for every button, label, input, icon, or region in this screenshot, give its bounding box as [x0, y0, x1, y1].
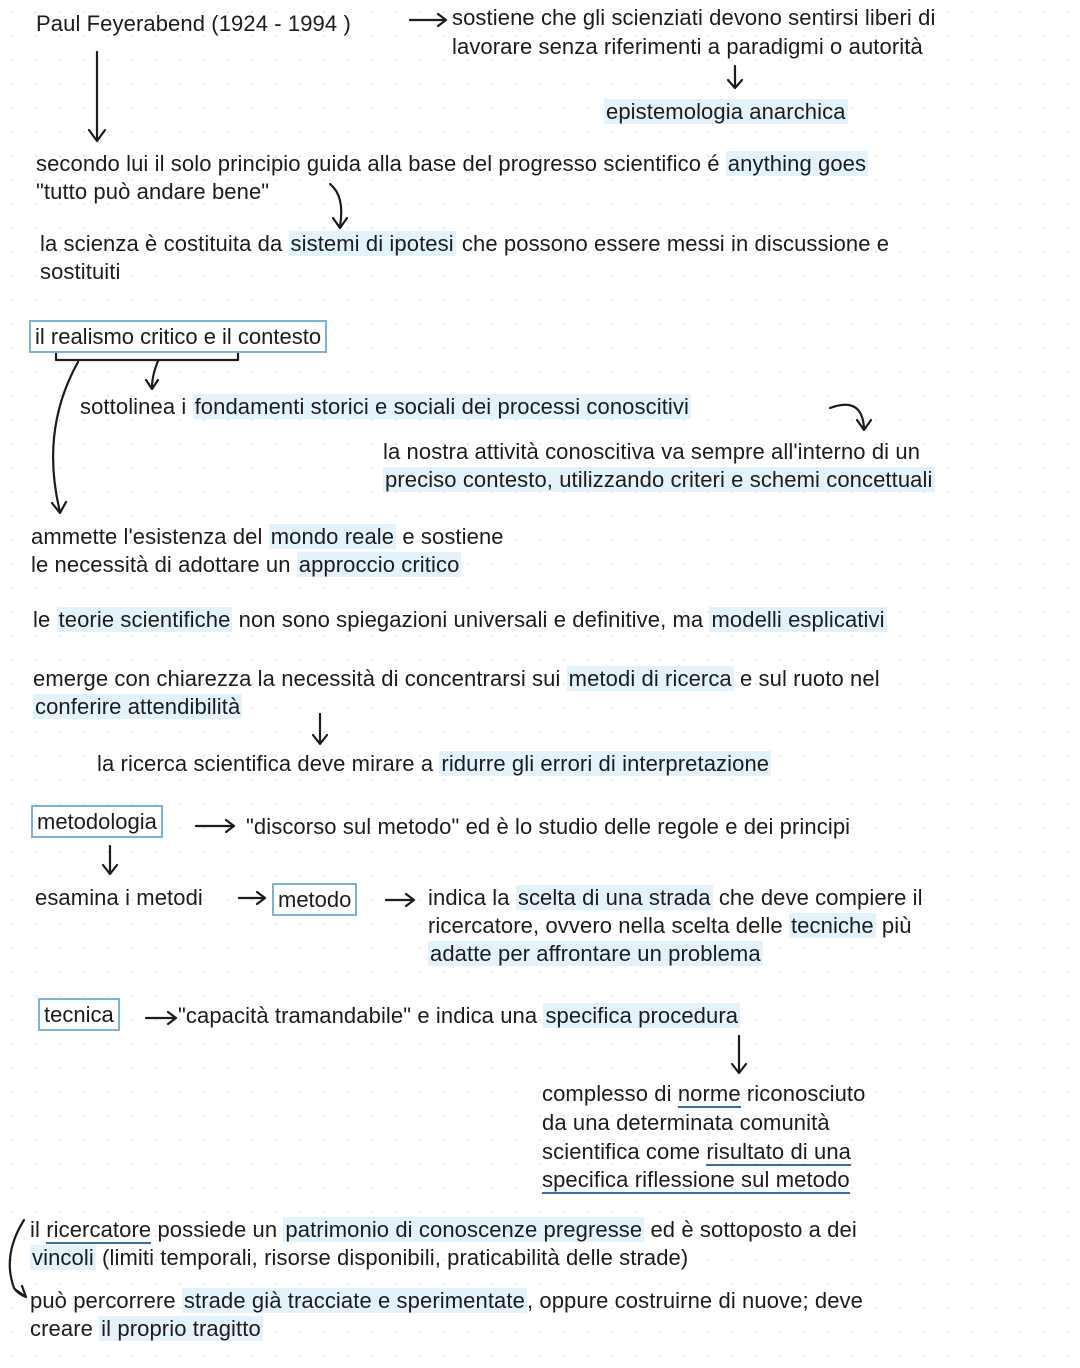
context-line-2: preciso contesto, utilizzando criteri e schemi concettuali — [385, 467, 933, 492]
metodo-box: metodo — [272, 883, 357, 916]
arrow-ricercatore-to-path — [10, 1220, 26, 1297]
tecnica-definition: "capacità tramandabile" e indica una specifica procedura — [178, 1003, 739, 1028]
arrow-bracket-to-stress — [146, 361, 158, 389]
path-line-2: creare il proprio tragitto — [30, 1316, 261, 1341]
arrow-author-to-principle — [89, 52, 105, 141]
principle-line-1: secondo lui il solo principio guida alla base del progresso scientifico é anything goes — [36, 151, 867, 176]
metodologia-definition: "discorso sul metodo" ed è lo studio delle regole e dei principi — [246, 814, 851, 839]
arrow-tecnica-to-def — [146, 1012, 176, 1024]
researcher-line-1: il ricercatore possiede un patrimonio di conoscenze pregresse ed è sottoposto a dei — [30, 1217, 857, 1242]
science-line-1: la scienza è costituita da sistemi di ipotesi che possono essere messi in discussione e — [40, 231, 890, 256]
arrow-stress-to-context — [830, 405, 871, 430]
science-line-2: sostituiti — [40, 259, 121, 284]
metodologia-box: metodologia — [31, 805, 163, 838]
emerge-line-2: conferire attendibilità — [35, 694, 241, 719]
metodo-line-3: adatte per affrontare un problema — [430, 941, 761, 966]
norme-line-1: complesso di norme riconosciuto — [542, 1081, 866, 1106]
arrow-author-to-claim — [410, 14, 446, 26]
theories-line: le teorie scientifiche non sono spiegazioni universali e definitive, ma modelli esplicativi — [33, 607, 885, 632]
epistemology-label: epistemologia anarchica — [606, 99, 846, 124]
arrow-emerge-to-research — [313, 714, 327, 744]
claim-line-2: lavorare senza riferimenti a paradigmi o autorità — [452, 34, 923, 59]
arrow-metodologia-to-examine — [103, 846, 117, 874]
emerge-line-1: emerge con chiarezza la necessità di concentrarsi sui metodi di ricerca e sul ruoto nel — [33, 666, 880, 691]
bracket-realismo — [56, 353, 238, 360]
admit-line-2: le necessità di adottare un approccio critico — [31, 552, 460, 577]
researcher-line-2: vincoli (limiti temporali, risorse disponibili, praticabilità delle strade) — [32, 1245, 689, 1270]
arrow-bracket-to-admit — [52, 362, 78, 513]
admit-line-1: ammette l'esistenza del mondo reale e sostiene — [31, 524, 504, 549]
context-line-1: la nostra attività conoscitiva va sempre all'interno di un — [383, 439, 921, 464]
path-line-1: può percorrere strade già tracciate e sperimentate, oppure costruirne di nuove; deve — [30, 1288, 863, 1313]
claim-line-1: sostiene che gli scienziati devono sentirsi liberi di — [452, 5, 936, 30]
realismo-box: il realismo critico e il contesto — [29, 320, 327, 353]
tecnica-box: tecnica — [38, 998, 120, 1031]
research-line: la ricerca scientifica deve mirare a ridurre gli errori di interpretazione — [97, 751, 770, 776]
principle-line-2: "tutto può andare bene" — [36, 179, 270, 204]
stress-line: sottolinea i fondamenti storici e sociali dei processi conoscitivi — [80, 394, 689, 419]
arrow-metodologia-to-def — [196, 820, 234, 832]
author-heading: Paul Feyerabend (1924 - 1994 ) — [36, 11, 351, 36]
metodo-line-2: ricercatore, ovvero nella scelta delle tecniche più — [428, 913, 912, 938]
metodo-line-1: indica la scelta di una strada che deve compiere il — [428, 885, 923, 910]
norme-line-4: specifica riflessione sul metodo — [542, 1167, 850, 1192]
arrow-examine-to-metodo — [239, 892, 265, 904]
arrow-procedura-to-norme — [732, 1036, 746, 1073]
arrow-metodo-to-def — [386, 894, 414, 906]
examine-label: esamina i metodi — [35, 885, 203, 910]
arrow-claim-to-epistemology — [728, 66, 742, 88]
arrow-principle-to-science — [330, 184, 347, 228]
norme-line-3: scientifica come risultato di una — [542, 1139, 852, 1164]
norme-line-2: da una determinata comunità — [542, 1110, 830, 1135]
